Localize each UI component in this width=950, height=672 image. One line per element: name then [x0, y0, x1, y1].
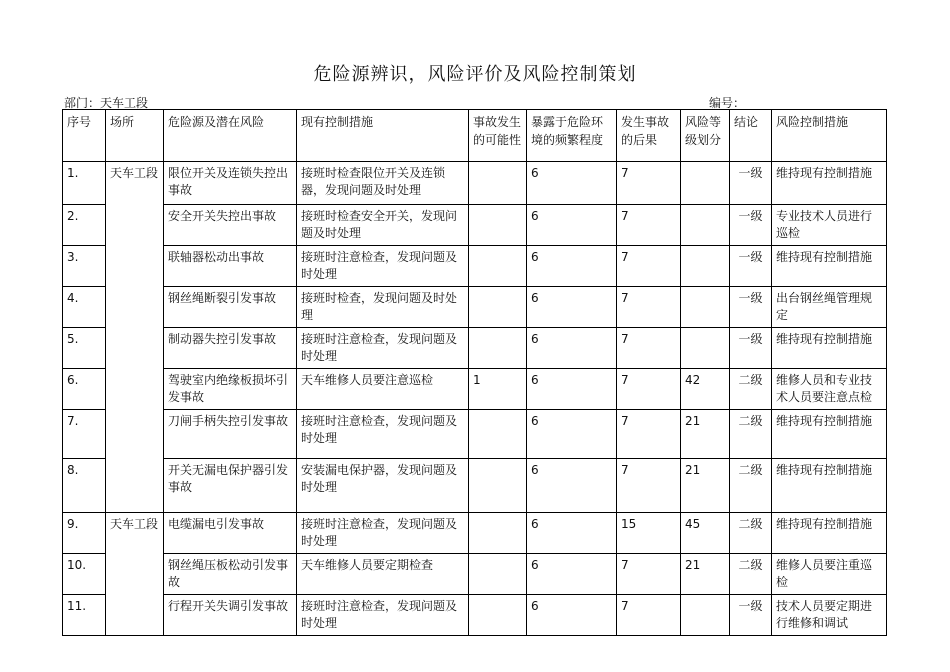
number-label: 编号： [709, 96, 746, 110]
exposure-cell: 6 [527, 162, 617, 205]
row-number: 1. [63, 162, 106, 205]
conclusion-cell: 一级 [730, 595, 772, 636]
consequence-cell: 7 [617, 287, 681, 328]
risk-score-cell [681, 595, 730, 636]
risk-score-cell [681, 205, 730, 246]
risk-score-cell [681, 162, 730, 205]
hazard-cell: 限位开关及连锁失控出事故 [164, 162, 297, 205]
row-number: 2. [63, 205, 106, 246]
conclusion-cell: 二级 [730, 513, 772, 554]
hazard-cell: 安全开关失控出事故 [164, 205, 297, 246]
likelihood-cell [469, 554, 527, 595]
consequence-cell: 7 [617, 369, 681, 410]
measure-cell: 维修人员要注重巡检 [772, 554, 887, 595]
table-row [63, 162, 887, 205]
header-cell: 事故发生的可能性 [469, 110, 527, 162]
hazard-cell: 开关无漏电保护器引发事故 [164, 459, 297, 513]
likelihood-cell [469, 162, 527, 205]
risk-score-cell [681, 246, 730, 287]
measure-cell: 维持现有控制措施 [772, 246, 887, 287]
consequence-cell: 15 [617, 513, 681, 554]
conclusion-cell: 一级 [730, 205, 772, 246]
table-row [63, 328, 887, 369]
likelihood-cell [469, 410, 527, 459]
control-cell: 接班时检查限位开关及连锁器，发现问题及时处理 [297, 162, 469, 205]
row-number: 6. [63, 369, 106, 410]
consequence-cell: 7 [617, 328, 681, 369]
measure-cell: 技术人员要定期进行维修和调试 [772, 595, 887, 636]
table-row [63, 287, 887, 328]
header-cell: 风险等级划分 [681, 110, 730, 162]
row-number: 7. [63, 410, 106, 459]
likelihood-cell [469, 246, 527, 287]
measure-cell: 维持现有控制措施 [772, 459, 887, 513]
table-row [63, 246, 887, 287]
risk-score-cell: 21 [681, 554, 730, 595]
risk-table [62, 109, 887, 636]
hazard-cell: 钢丝绳断裂引发事故 [164, 287, 297, 328]
header-cell: 序号 [63, 110, 106, 162]
hazard-cell: 联轴器松动出事故 [164, 246, 297, 287]
consequence-cell: 7 [617, 410, 681, 459]
table-row [63, 513, 887, 554]
control-cell: 安装漏电保护器，发现问题及时处理 [297, 459, 469, 513]
conclusion-cell: 二级 [730, 410, 772, 459]
row-number: 11. [63, 595, 106, 636]
table-row [63, 205, 887, 246]
row-number: 10. [63, 554, 106, 595]
header-cell: 结论 [730, 110, 772, 162]
control-cell: 接班时注意检查，发现问题及时处理 [297, 595, 469, 636]
conclusion-cell: 二级 [730, 554, 772, 595]
exposure-cell: 6 [527, 554, 617, 595]
likelihood-cell [469, 205, 527, 246]
likelihood-cell [469, 459, 527, 513]
consequence-cell: 7 [617, 205, 681, 246]
consequence-cell: 7 [617, 246, 681, 287]
control-cell: 接班时检查安全开关，发现问题及时处理 [297, 205, 469, 246]
table-row [63, 459, 887, 513]
likelihood-cell [469, 328, 527, 369]
hazard-cell: 钢丝绳压板松动引发事故 [164, 554, 297, 595]
control-cell: 接班时注意检查，发现问题及时处理 [297, 246, 469, 287]
header-cell: 危险源及潜在风险 [164, 110, 297, 162]
place-cell: 天车工段 [106, 162, 164, 513]
exposure-cell: 6 [527, 595, 617, 636]
exposure-cell: 6 [527, 287, 617, 328]
control-cell: 接班时注意检查，发现问题及时处理 [297, 513, 469, 554]
control-cell: 天车维修人员要定期检查 [297, 554, 469, 595]
conclusion-cell: 一级 [730, 162, 772, 205]
measure-cell: 维持现有控制措施 [772, 410, 887, 459]
header-cell: 现有控制措施 [297, 110, 469, 162]
header-cell: 发生事故的后果 [617, 110, 681, 162]
consequence-cell: 7 [617, 595, 681, 636]
header-row [63, 110, 887, 162]
exposure-cell: 6 [527, 369, 617, 410]
likelihood-cell [469, 513, 527, 554]
risk-score-cell [681, 287, 730, 328]
likelihood-cell [469, 287, 527, 328]
row-number: 8. [63, 459, 106, 513]
row-number: 5. [63, 328, 106, 369]
measure-cell: 专业技术人员进行巡检 [772, 205, 887, 246]
header-cell: 场所 [106, 110, 164, 162]
hazard-cell: 驾驶室内绝缘板损坏引发事故 [164, 369, 297, 410]
conclusion-cell: 一级 [730, 287, 772, 328]
header-cell: 暴露于危险环境的频繁程度 [527, 110, 617, 162]
measure-cell: 维持现有控制措施 [772, 328, 887, 369]
table-row [63, 554, 887, 595]
row-number: 4. [63, 287, 106, 328]
table-row [63, 410, 887, 459]
consequence-cell: 7 [617, 162, 681, 205]
risk-score-cell: 21 [681, 459, 730, 513]
consequence-cell: 7 [617, 554, 681, 595]
place-cell: 天车工段 [106, 513, 164, 636]
conclusion-cell: 二级 [730, 459, 772, 513]
hazard-cell: 制动器失控引发事故 [164, 328, 297, 369]
hazard-cell: 电缆漏电引发事故 [164, 513, 297, 554]
measure-cell: 维修人员和专业技术人员要注意点检 [772, 369, 887, 410]
likelihood-cell [469, 595, 527, 636]
hazard-cell: 刀闸手柄失控引发事故 [164, 410, 297, 459]
exposure-cell: 6 [527, 205, 617, 246]
department-label: 部门：天车工段 [64, 96, 149, 110]
exposure-cell: 6 [527, 410, 617, 459]
risk-score-cell: 42 [681, 369, 730, 410]
consequence-cell: 7 [617, 459, 681, 513]
measure-cell: 维持现有控制措施 [772, 162, 887, 205]
page-title: 危险源辨识，风险评价及风险控制策划 [313, 64, 637, 85]
measure-cell: 维持现有控制措施 [772, 513, 887, 554]
control-cell: 接班时注意检查，发现问题及时处理 [297, 410, 469, 459]
hazard-cell: 行程开关失调引发事故 [164, 595, 297, 636]
conclusion-cell: 二级 [730, 369, 772, 410]
row-number: 3. [63, 246, 106, 287]
header-cell: 风险控制措施 [772, 110, 887, 162]
control-cell: 天车维修人员要注意巡检 [297, 369, 469, 410]
table-row [63, 595, 887, 636]
row-number: 9. [63, 513, 106, 554]
control-cell: 接班时注意检查，发现问题及时处理 [297, 328, 469, 369]
exposure-cell: 6 [527, 328, 617, 369]
conclusion-cell: 一级 [730, 246, 772, 287]
exposure-cell: 6 [527, 513, 617, 554]
risk-score-cell [681, 328, 730, 369]
likelihood-cell: 1 [469, 369, 527, 410]
exposure-cell: 6 [527, 246, 617, 287]
exposure-cell: 6 [527, 459, 617, 513]
table-row [63, 369, 887, 410]
measure-cell: 出台钢丝绳管理规定 [772, 287, 887, 328]
conclusion-cell: 一级 [730, 328, 772, 369]
control-cell: 接班时检查，发现问题及时处理 [297, 287, 469, 328]
risk-score-cell: 45 [681, 513, 730, 554]
risk-score-cell: 21 [681, 410, 730, 459]
